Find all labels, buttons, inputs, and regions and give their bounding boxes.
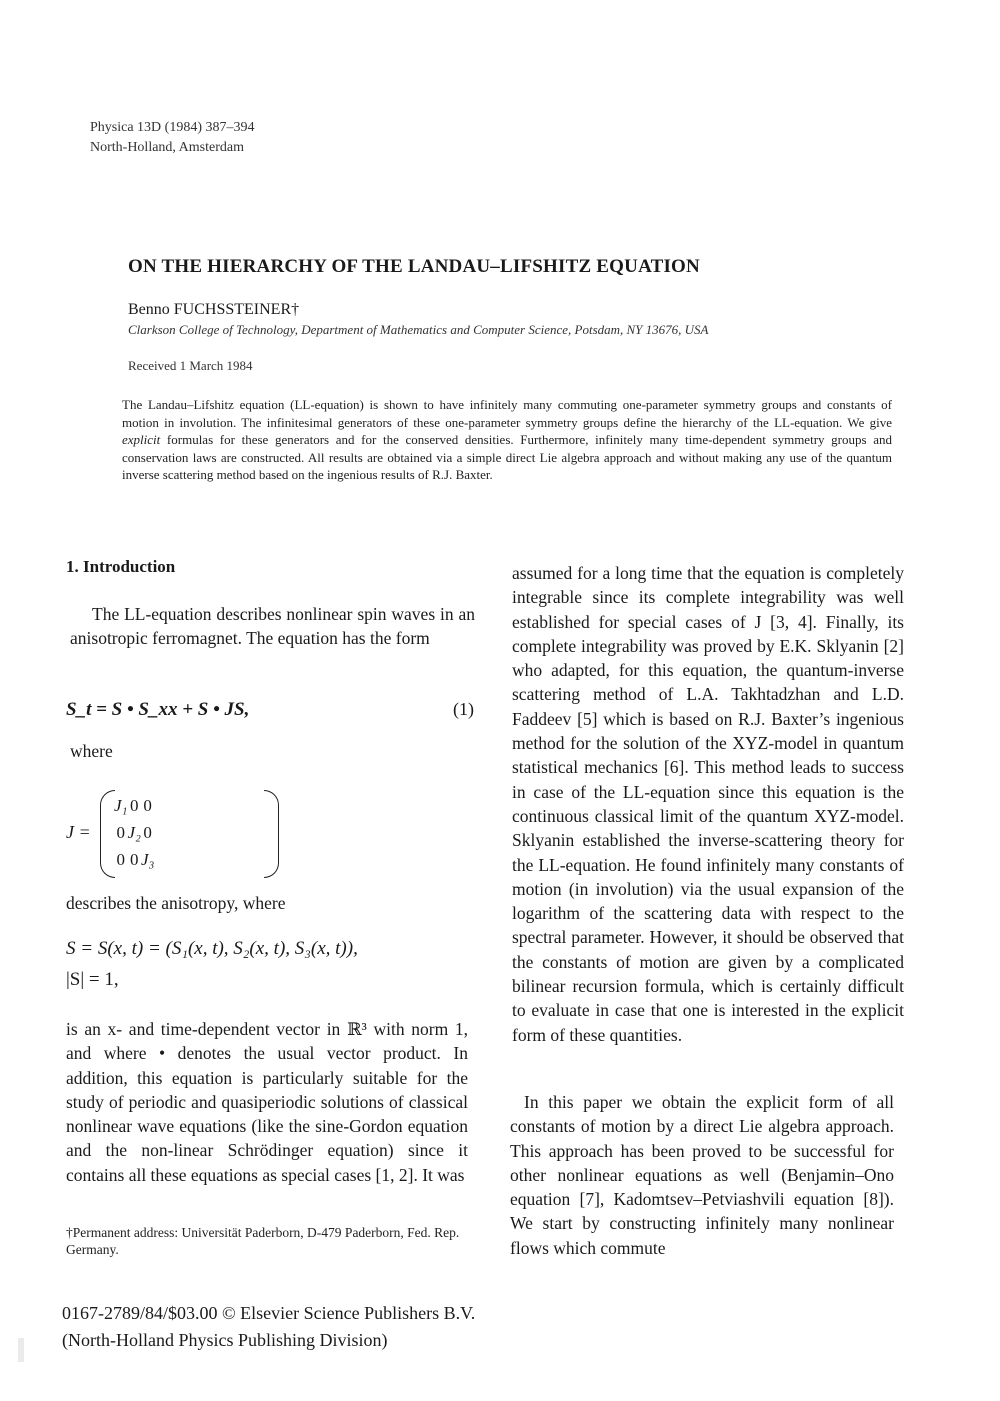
matrix-cell: 0: [129, 795, 139, 815]
section-heading: 1. Introduction: [66, 557, 176, 576]
article-title: ON THE HIERARCHY OF THE LANDAU–LIFSHITZ EQUATION: [128, 256, 700, 277]
matrix-row: [114, 819, 154, 846]
abstract-text-part1: The Landau–Lifshitz equation (LL-equation) is shown to have infinitely many commuting one-parameter symmetry groups and constants of motion in involution. The infinitesimal generators of these one-parameter symmetry groups define the hierarchy of the LL-equation. We give: [122, 397, 892, 430]
footer-line-issn: 0167-2789/84/$03.00 © Elsevier Science Publishers B.V.: [62, 1303, 476, 1323]
matrix-cell: J₁: [114, 795, 128, 815]
matrix-right-paren: [264, 790, 279, 878]
matrix-cell: J₃: [140, 849, 155, 869]
intro-paragraph-1: The LL-equation describes nonlinear spin waves in an anisotropic ferromagnet. The equation has the form: [70, 604, 475, 649]
equation-1: [66, 699, 476, 721]
journal-citation: [90, 118, 255, 158]
journal-line-publisher: North-Holland, Amsterdam: [90, 140, 244, 155]
matrix-label: J =: [66, 822, 91, 842]
received-date: Received 1 March 1984: [128, 358, 253, 373]
footer-line-division: (North-Holland Physics Publishing Division): [62, 1330, 388, 1350]
matrix-row: [114, 792, 154, 819]
footnote: †Permanent address: Universität Paderborn, D-479 Paderborn, Fed. Rep. Germany.: [66, 1225, 460, 1257]
where-text: where: [70, 741, 113, 761]
journal-line-volume: Physica 13D (1984) 387–394: [90, 120, 255, 135]
author-affiliation: Clarkson College of Technology, Department of Mathematics and Computer Science, Potsdam, NY 13676, USA: [128, 322, 709, 337]
matrix-table: [114, 792, 154, 873]
intro-paragraph-2: is an x- and time-dependent vector in ℝ³ with norm 1, and where • denotes the usual vector product. In addition, this equation is particularly suitable for the study of periodic and quasiperiodic solutions of classical nonlinear wave equations (like the sine-Gordon equation and the non-linear Schrödinger equation) since it contains all these equations as special cases [1, 2]. It was: [66, 1019, 468, 1185]
abstract-text-part2: formulas for these generators and for the conserved densities. Furthermore, infinitely many time-dependent symmetry groups and conservation laws are constructed. All results are obtained via a simple direct Lie algebra approach and without making any use of the quantum inverse scattering method based on the ingenious results of R.J. Baxter.: [122, 432, 892, 482]
matrix-left-paren: [100, 790, 115, 878]
copyright-footer: [62, 1300, 475, 1354]
abstract: [122, 396, 892, 484]
abstract-emphasis: explicit: [122, 432, 161, 447]
matrix-cell: 0: [116, 822, 125, 842]
anisotropy-description: describes the anisotropy, where: [66, 893, 286, 913]
matrix-cell: 0: [129, 849, 139, 869]
equation-spin-vector: S = S(x, t) = (S₁(x, t), S₂(x, t), S₃(x, t)),: [66, 938, 358, 959]
margin-stamp-mark: [18, 1338, 24, 1362]
equation-1-body: S_t = S • S_xx + S • JS,: [66, 699, 250, 720]
matrix-cell: J₂: [127, 822, 141, 842]
equation-1-number: (1): [453, 699, 474, 719]
intro-paragraph-4: In this paper we obtain the explicit form of all constants of motion by a direct Lie algebra approach. This approach has been proved to be successful for other nonlinear equations as well (Benjamin–Ono equation [7], Kadomtsev–Petviashvili equation [8]). We start by constructing infinitely many nonlinear flows which commute: [510, 1092, 894, 1258]
matrix-cell: 0: [143, 822, 152, 842]
equation-norm: |S| = 1,: [66, 969, 119, 990]
author-name: Benno FUCHSSTEINER†: [128, 301, 300, 318]
intro-paragraph-3: assumed for a long time that the equation is completely integrable since its complete integrability was well established for special cases of J [3, 4]. Finally, its complete integrability was proved by E.K. Sklyanin [2] who adapted, for this equation, the quantum-inverse scattering method of L.A. Takhtadzhan and L.D. Faddeev [5] which is based on R.J. Baxter’s ingenious method for the solution of the XYZ-model in quantum statistical mechanics [6]. This method leads to success in case of the LL-equation since this equation is the continuous classical limit of the quantum XYZ-model. Sklyanin established the inverse-scattering theory for the LL-equation. He found infinitely many constants of motion (in involution) via the usual expansion of the logarithm of the scattering data with respect to the spectral parameter. However, it should be observed that the constants of motion are given by a complicated bilinear recursion formula, which is certainly difficult to evaluate in case that one is interested in the explicit form of these quantities.: [512, 563, 904, 1045]
matrix-row: [114, 846, 154, 873]
matrix-cell: 0: [143, 795, 152, 815]
matrix-cell: 0: [116, 849, 125, 869]
